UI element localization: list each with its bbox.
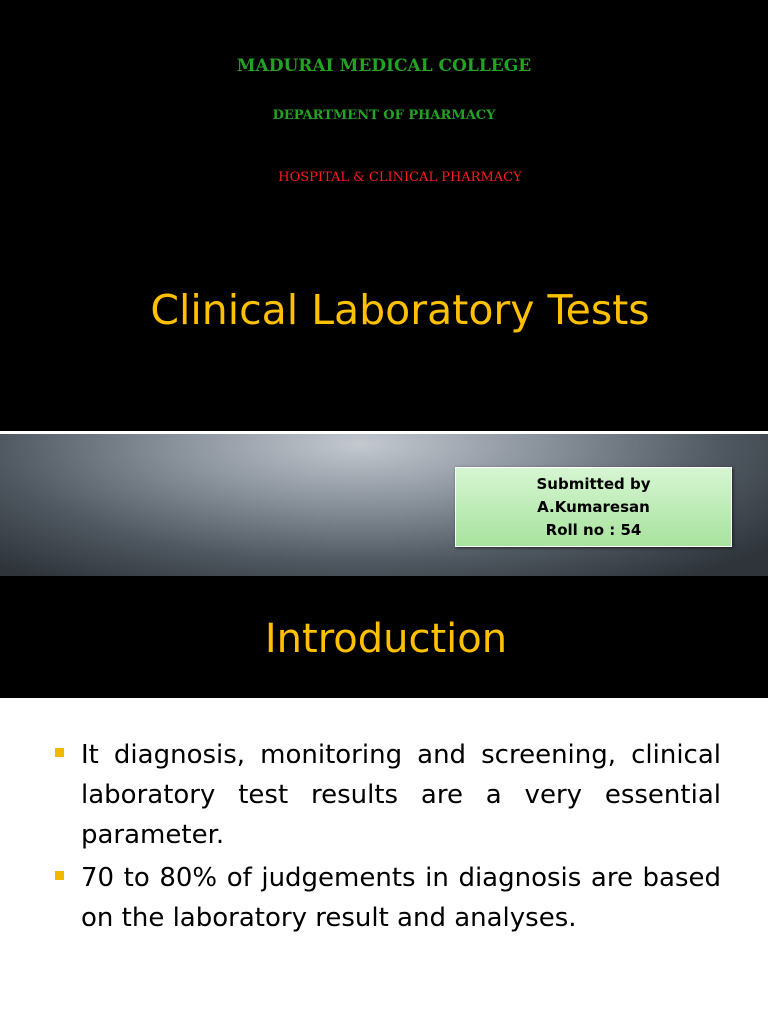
- intro-title: Introduction: [264, 616, 508, 662]
- author-name: A.Kumaresan: [537, 498, 650, 516]
- subject-name: HOSPITAL & CLINICAL PHARMACY: [278, 170, 522, 185]
- slide-title: Clinical Laboratory Tests: [150, 286, 650, 334]
- department-name: DEPARTMENT OF PHARMACY: [272, 108, 496, 123]
- list-item: [55, 858, 721, 938]
- square-bullet-icon: [55, 871, 64, 880]
- square-bullet-icon: [55, 748, 64, 757]
- college-name: MADURAI MEDICAL COLLEGE: [236, 56, 532, 76]
- bullet-text: It diagnosis, monitoring and screening, clinical laboratory test results are a very essential parameter.: [81, 740, 721, 850]
- submitted-label: Submitted by: [536, 475, 651, 493]
- bullet-text: 70 to 80% of judgements in diagnosis are based on the laboratory result and analyses.: [81, 863, 721, 933]
- submitted-by-box: [455, 467, 732, 547]
- list-item: [55, 735, 721, 855]
- bullet-list: [55, 735, 721, 941]
- roll-number: Roll no : 54: [545, 521, 642, 539]
